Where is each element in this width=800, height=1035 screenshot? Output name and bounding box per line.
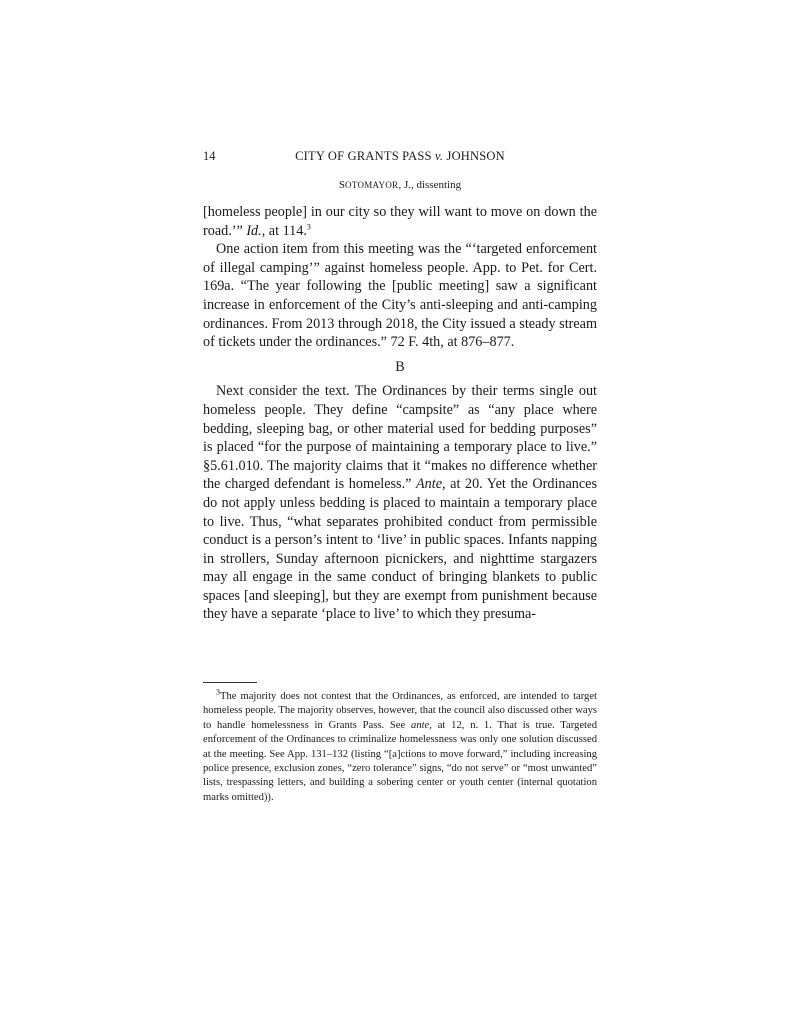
paragraph-action-item: One action item from this meeting was the “‘targeted enforcement of illegal camping’” against homeless people. App. to Pet. for Cert. 169a. “The year following the [public meeting] saw a significant increase in enforcement of the City’s anti-sleeping and anti-camping ordinances. From 2013 through 2018, the City issued a steady stream of tickets under the ordinances.” 72 F. 4th, at 876–877. — [203, 241, 597, 351]
paragraph-text-analysis — [203, 382, 597, 624]
document-page — [203, 0, 597, 1035]
author-name-rest: OTOMAYOR — [345, 180, 399, 190]
author-line — [203, 179, 597, 191]
author-suffix: , J., dissenting — [398, 179, 462, 191]
running-head — [203, 149, 597, 165]
case-title-part1: CITY OF GRANTS PASS — [295, 149, 436, 163]
p3-italic: Ante, — [416, 476, 446, 493]
footnote-reference[interactable]: 3 — [306, 221, 311, 231]
paragraph-continuation — [203, 203, 597, 240]
footnote — [203, 687, 597, 805]
p1-text-b: , at 114. — [261, 222, 307, 239]
p1-text-a: [homeless people] in our city so they will want to move on down the road.’” — [203, 204, 597, 239]
section-heading: B — [395, 358, 405, 375]
p3-text-a: Next consider the text. The Ordinances by their terms single out homeless people. They define “campsite” as “any place where bedding, sleeping bag, or other material used for bedding purposes” is placed “for the purpose of maintaining a temporary place to live.” §5.61.010. The majority claims that it “makes no difference whether the charged defendant is homeless.” — [203, 383, 597, 493]
p1-italic: Id. — [246, 222, 262, 239]
case-title-part2: JOHNSON — [443, 149, 505, 163]
footnote-text-a: The majority does not contest that the Ordinances, as enforced, are intended to target homeless people. The majority observes, however, that the council also discussed other ways to handle homelessness in Grants Pass. See — [203, 691, 597, 731]
footnote-italic: ante, — [411, 719, 432, 731]
body-text — [203, 203, 597, 624]
case-title — [203, 149, 597, 164]
page-number: 14 — [203, 149, 216, 163]
footnote-marker: 3 — [216, 687, 220, 697]
p3-text-b: at 20. Yet the Ordinances do not apply unless bedding is placed to maintain a temporary place to live. Thus, “what separates prohibited conduct from permissible conduct is a person’s intent to ‘live’ in public spaces. Infants napping in strollers, Sunday afternoon picnickers, and nighttime stargazers may all engage in the same conduct of bringing blankets to public spaces [and sleeping], but they are exempt from punishment because they have a separate ‘place to live’ to which they presuma- — [203, 476, 598, 623]
footnote-text-b: at 12, n. 1. That is true. Targeted enforcement of the Ordinances to criminalize homelessness was only one solution discussed at the meeting. See App. 131–132 (listing “[a]ctions to move forward,” including increasing police presence, exclusion zones, “zero tolerance” signs, “do not serve” or “most unwanted” lists, trespassing letters, and building a sobering center or youth center (internal quotation marks omitted)). — [203, 719, 597, 803]
author-first-letter: S — [338, 179, 346, 191]
footnote-divider — [203, 682, 257, 683]
case-title-v: v. — [435, 149, 444, 163]
